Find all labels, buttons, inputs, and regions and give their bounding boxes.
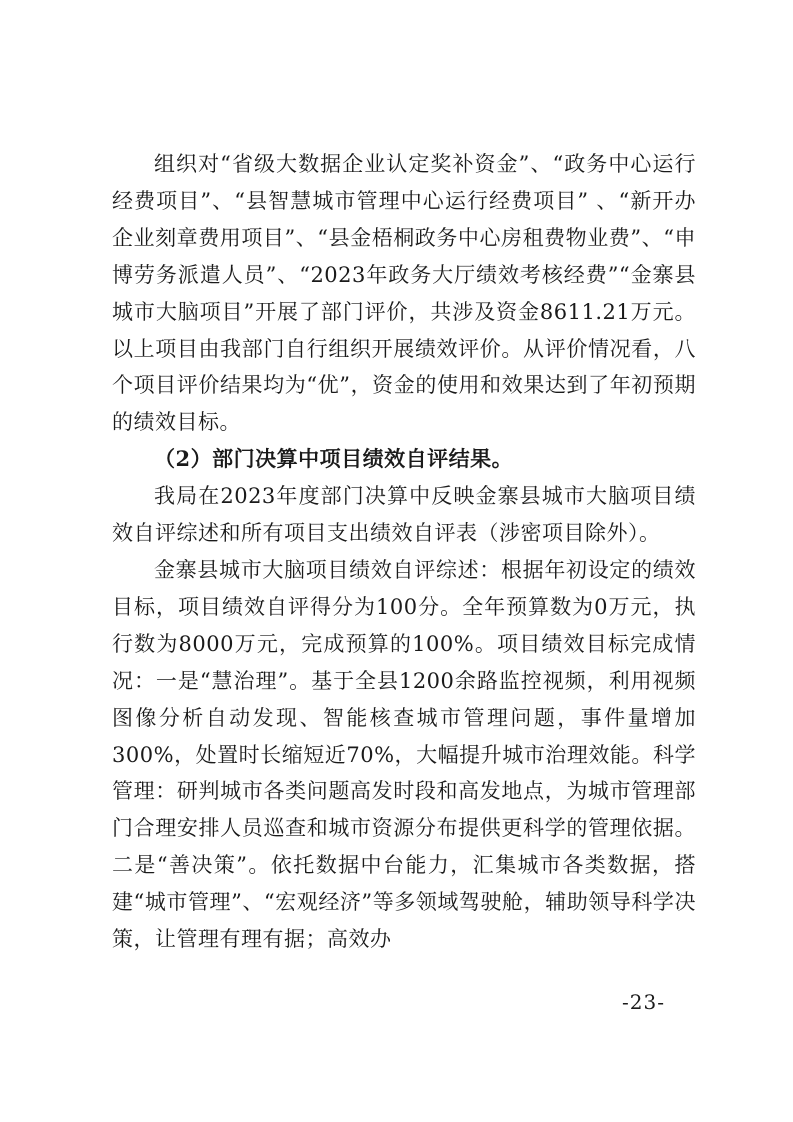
section-heading: （2）部门决算中项目绩效自评结果。 [154, 446, 514, 472]
page-number: -23- [622, 990, 665, 1014]
document-body [112, 146, 696, 958]
paragraph-evaluation-summary: 组织对“省级大数据企业认定奖补资金”、“政务中心运行经费项目”、“县智慧城市管理中心运行经费项目” 、“新开办企业刻章费用项目”、“县金梧桐政务中心房租费物业费”、“申博劳务派遣人员”、“2023年政务大厅绩效考核经费”“金寨县城市大脑项目”开展了部门评价，共涉及资金8611.21万元。以上项目由我部门自行组织开展绩效评价。从评价情况看，八个项目评价结果均为“优”，资金的使用和效果达到了年初预期的绩效目标。 [112, 152, 696, 435]
paragraph-city-brain-review: 金寨县城市大脑项目绩效自评综述：根据年初设定的绩效目标，项目绩效自评得分为100分。全年预算数为0万元，执行数为8000万元，完成预算的100%。项目绩效目标完成情况：一是“慧治理”。基于全县1200余路监控视频，利用视频图像分析自动发现、智能核查城市管理问题，事件量增加300%，处置时长缩短近70%，大幅提升城市治理效能。科学管理：研判城市各类问题高发时段和高发地点，为城市管理部门合理安排人员巡查和城市资源分布提供更科学的管理依据。二是“善决策”。依托数据中台能力，汇集城市各类数据，搭建“城市管理”、“宏观经济”等多领域驾驶舱，辅助领导科学决策，让管理有理有据；高效办 [112, 557, 696, 952]
paragraph-final-accounts: 我局在2023年度部门决算中反映金寨县城市大脑项目绩效自评综述和所有项目支出绩效自评表（涉密项目除外）。 [112, 484, 696, 546]
